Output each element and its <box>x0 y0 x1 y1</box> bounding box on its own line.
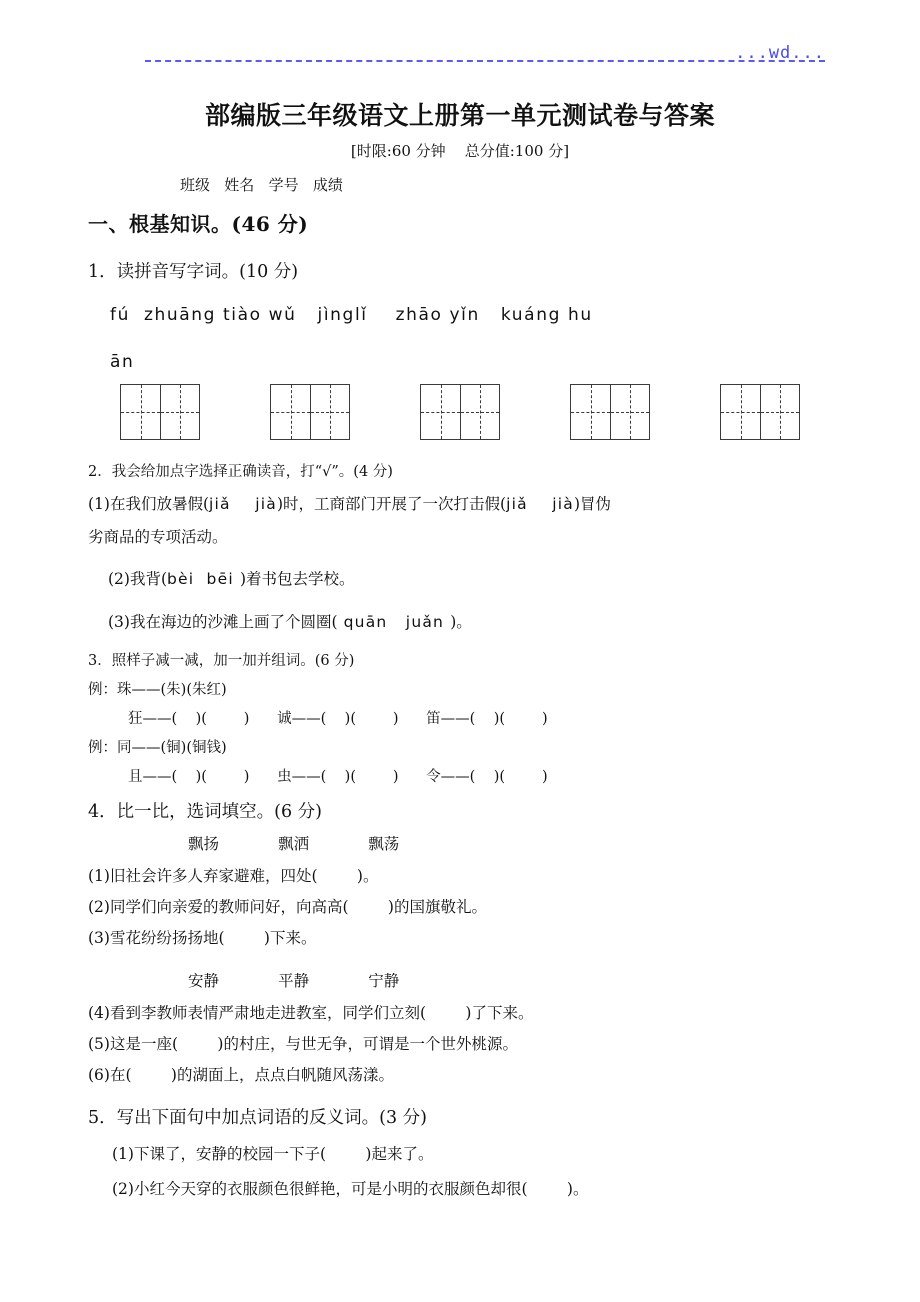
grid-cell[interactable] <box>271 385 310 439</box>
question-5-prompt: 5．写出下面句中加点词语的反义词。(3 分) <box>88 1108 427 1128</box>
question-4-blank-2[interactable]: (2)同学们向亲爱的教师问好，向高高( )的国旗敬礼。 <box>88 898 487 916</box>
dashed-divider <box>145 60 825 62</box>
question-4-blank-6[interactable]: (6)在( )的湖面上，点点白帆随风荡漾。 <box>88 1066 394 1084</box>
grid-cell[interactable] <box>721 385 760 439</box>
writing-grid-box[interactable] <box>270 384 350 440</box>
section-heading-1: 一、根基知识。(46 分) <box>88 212 309 236</box>
question-2-prompt: 2．我会给加点字选择正确读音，打“√”。(4 分) <box>88 464 393 480</box>
question-3-practice-2[interactable]: 且——( )( ) 虫——( )( ) 令——( )( ) <box>128 769 548 785</box>
q2-item1-choice2[interactable]: jiǎ jià <box>506 495 574 513</box>
grid-cell[interactable] <box>421 385 460 439</box>
q2-item1-seg1: (1)在我们放暑假( <box>88 495 210 513</box>
q2-item2-seg1: (2)我背( <box>108 570 168 588</box>
q2-item1-choice1[interactable]: jiǎ jià <box>209 495 277 513</box>
watermark-rule-row <box>145 44 825 70</box>
grid-cell[interactable] <box>571 385 610 439</box>
question-5-item-1[interactable]: (1)下课了，安静的校园一下子( )起来了。 <box>112 1145 434 1163</box>
q2-item3-seg1: (3)我在海边的沙滩上画了个圆圈( <box>108 613 338 631</box>
question-1-pinyin-line-1: fú zhuāng tiào wǔ jìnglǐ zhāo yǐn kuáng hu <box>110 305 593 325</box>
question-3-example-1: 例：珠——(朱)(朱红) <box>88 682 227 698</box>
question-2-item-3 <box>108 613 472 632</box>
question-5-item-2[interactable]: (2)小红今天穿的衣服颜色很鲜艳，可是小明的衣服颜色却很( )。 <box>112 1180 589 1198</box>
question-4-prompt: 4．比一比，选词填空。(6 分) <box>88 802 322 822</box>
q2-item1-seg2: )时，工商部门开展了一次打击假( <box>276 495 507 513</box>
q2-item2-choice1[interactable]: bèi bēi <box>167 570 240 588</box>
question-3-prompt: 3．照样子减一减，加一加并组词。(6 分) <box>88 653 355 669</box>
question-2-item-2 <box>108 570 355 589</box>
q2-item3-choice1[interactable]: quān juǎn <box>337 613 451 631</box>
grid-cell[interactable] <box>121 385 160 439</box>
question-2-item-1 <box>88 495 611 514</box>
question-2-item-1-wrap: 劣商品的专项活动。 <box>88 528 228 546</box>
question-4-word-bank-2: 安静 平静 宁静 <box>188 972 400 990</box>
grid-cell[interactable] <box>460 385 499 439</box>
q2-item1-seg3: )冒伪 <box>574 495 612 513</box>
writing-grid-box[interactable] <box>720 384 800 440</box>
writing-grid-box[interactable] <box>420 384 500 440</box>
question-1-prompt: 1．读拼音写字词。(10 分) <box>88 262 299 282</box>
question-1-pinyin-line-2: ān <box>110 352 135 372</box>
question-4-word-bank-1: 飘扬 飘洒 飘荡 <box>188 835 400 853</box>
q2-item3-seg2: )。 <box>450 613 472 631</box>
grid-cell[interactable] <box>610 385 649 439</box>
question-3-example-2: 例：同——(铜)(铜钱) <box>88 740 227 756</box>
character-writing-grid-strip <box>120 384 800 440</box>
question-4-blank-5[interactable]: (5)这是一座( )的村庄，与世无争，可谓是一个世外桃源。 <box>88 1035 518 1053</box>
q2-item2-seg2: )着书包去学校。 <box>239 570 355 588</box>
page-title: 部编版三年级语文上册第一单元测试卷与答案 <box>204 101 715 130</box>
question-4-blank-3[interactable]: (3)雪花纷纷扬扬地( )下来。 <box>88 929 317 947</box>
watermark-text: ...wd... <box>735 43 825 63</box>
question-3-practice-1[interactable]: 狂——( )( ) 诚——( )( ) 笛——( )( ) <box>128 711 548 727</box>
exam-meta-subtitle: [时限:60 分钟 总分值:100 分] <box>350 142 570 160</box>
student-info-fields: 班级 姓名 学号 成绩 <box>180 176 343 194</box>
writing-grid-box[interactable] <box>570 384 650 440</box>
question-4-blank-4[interactable]: (4)看到李教师表情严肃地走进教室，同学们立刻( )了下来。 <box>88 1004 534 1022</box>
grid-cell[interactable] <box>760 385 799 439</box>
question-4-blank-1[interactable]: (1)旧社会许多人弃家避难，四处( )。 <box>88 867 379 885</box>
writing-grid-box[interactable] <box>120 384 200 440</box>
grid-cell[interactable] <box>310 385 349 439</box>
grid-cell[interactable] <box>160 385 199 439</box>
